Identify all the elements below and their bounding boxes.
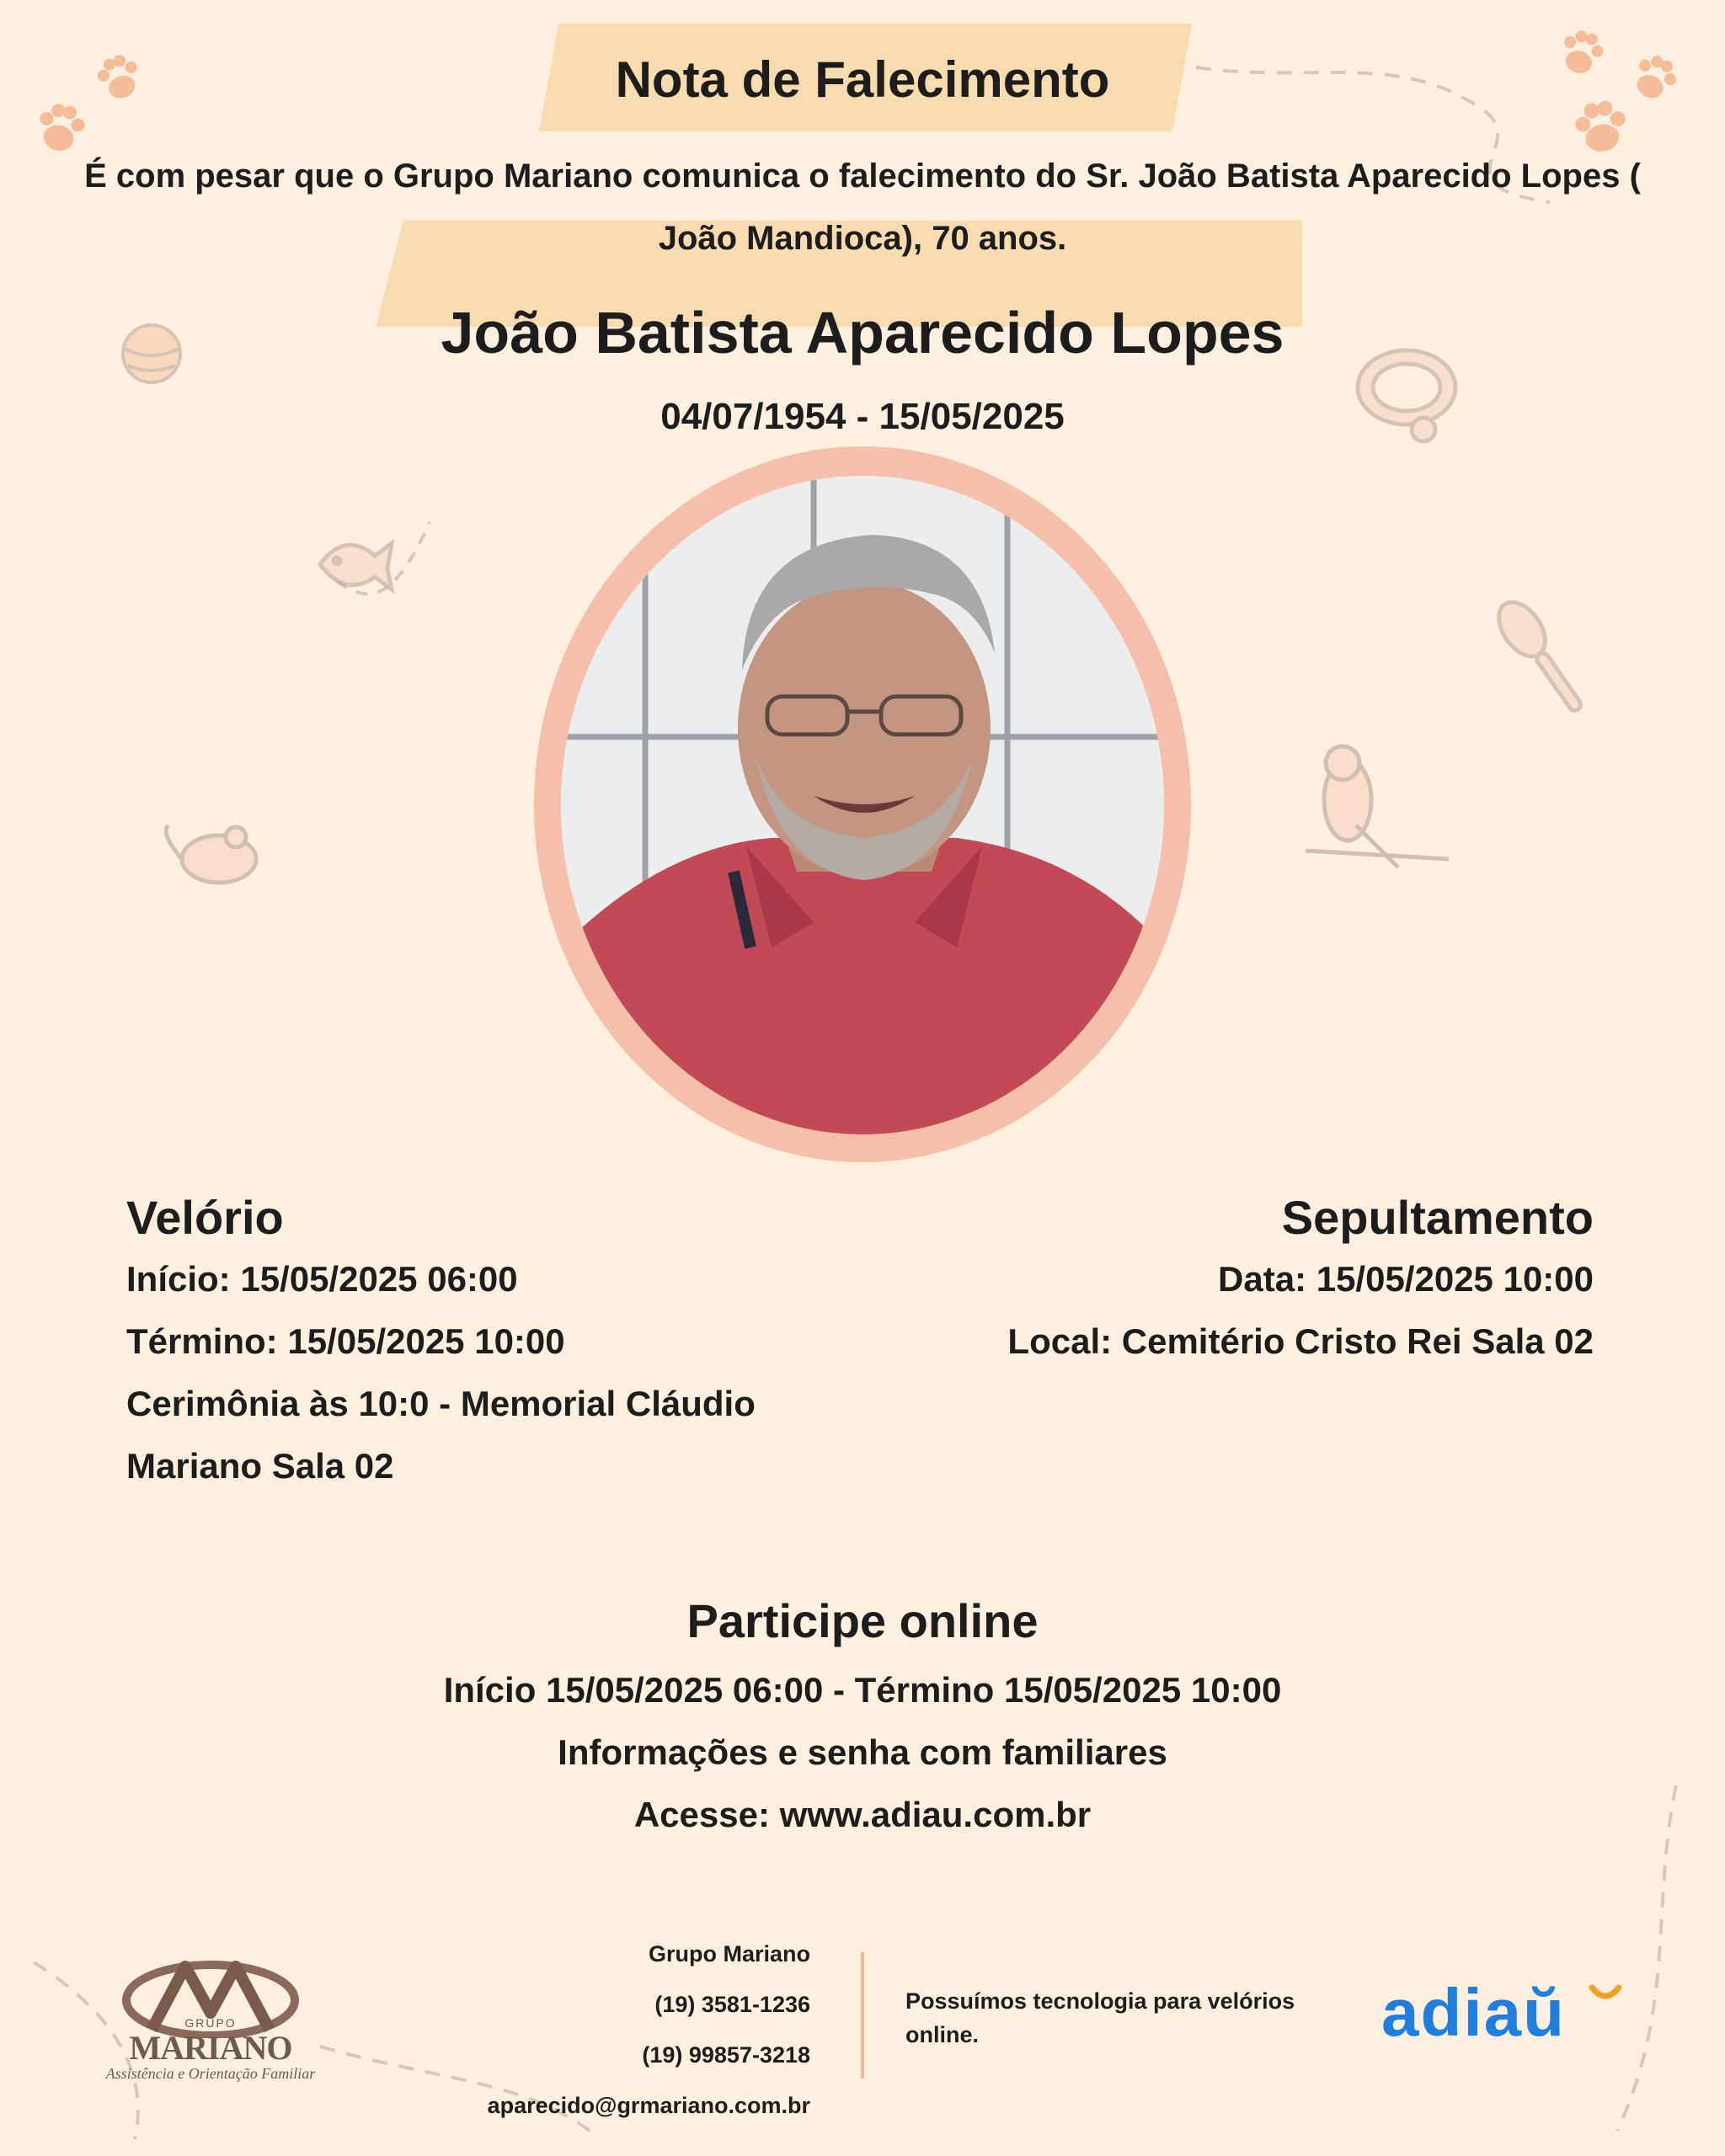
contact-email[interactable]: aparecido@grmariano.com.br (487, 2093, 810, 2118)
online-section (273, 1583, 1452, 1846)
logo-small-text: GRUPO (184, 2016, 237, 2030)
life-dates: 04/07/1954 - 15/05/2025 (660, 396, 1065, 437)
sepultamento-title: Sepultamento (1281, 1191, 1594, 1244)
deceased-name: João Batista Aparecido Lopes (441, 300, 1284, 366)
online-link[interactable]: Acesse: www.adiau.com.br (633, 1795, 1092, 1834)
velorio-section (126, 1187, 884, 1497)
footer-divider (861, 1952, 864, 2079)
sepultamento-section (927, 1187, 1594, 1373)
page-title: Nota de Falecimento (615, 51, 1110, 108)
contact-block (472, 1929, 810, 2131)
online-horario: Início 15/05/2025 06:00 - Término 15/05/2025 10:00 (443, 1670, 1282, 1710)
contact-phone-2[interactable]: (19) 99857-3218 (642, 2042, 810, 2068)
logo-main-text: MARIANO (129, 2029, 292, 2067)
intro-text: É com pesar que o Grupo Mariano comunica o falecimento do Sr. João Batista Aparecido Lopes ( João Mandioca), 70 anos. (84, 157, 1641, 257)
footer-tagline: Possuímos tecnologia para velórios online. (905, 1988, 1295, 2047)
adiau-accent-icon (1589, 1984, 1622, 2003)
velorio-cerimonia-cont: Mariano Sala 02 (126, 1446, 394, 1486)
grupo-mariano-logo (93, 1954, 328, 2089)
velorio-title: Velório (126, 1191, 284, 1244)
contact-phone-1[interactable]: (19) 3581-1236 (654, 1992, 810, 2017)
online-info: Informações e senha com familiares (558, 1732, 1167, 1772)
contact-company: Grupo Mariano (648, 1941, 810, 1967)
velorio-inicio: Início: 15/05/2025 06:00 (126, 1259, 518, 1299)
sepultamento-data: Data: 15/05/2025 10:00 (1218, 1259, 1594, 1299)
adiau-logo: adiaŭ (1381, 1975, 1566, 2050)
logo-sub-text: Assistência e Orientação Familiar (105, 2065, 316, 2082)
portrait-photo (561, 476, 1164, 1134)
online-title: Participe online (686, 1594, 1039, 1647)
velorio-termino: Término: 15/05/2025 10:00 (126, 1321, 565, 1361)
velorio-cerimonia: Cerimônia às 10:0 - Memorial Cláudio (126, 1384, 756, 1423)
sepultamento-local: Local: Cemitério Cristo Rei Sala 02 (1007, 1321, 1594, 1361)
